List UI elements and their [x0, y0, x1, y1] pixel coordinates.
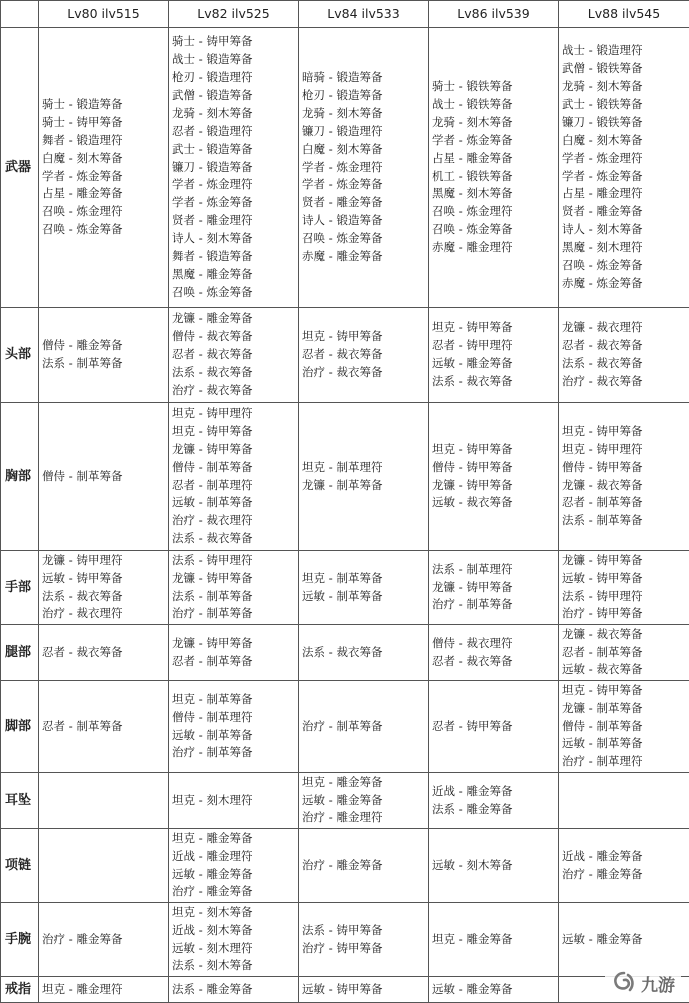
recipe-entry: 治疗 - 制革筹备 [432, 596, 555, 614]
recipe-entry: 治疗 - 制革筹备 [172, 605, 295, 623]
table-cell-lv80 [39, 681, 169, 773]
recipe-entry: 枪刃 - 锻造筹备 [302, 87, 425, 105]
header-row [1, 1, 689, 28]
row-label: 腿部 [1, 625, 39, 681]
recipe-entry: 学者 - 炼金筹备 [432, 132, 555, 150]
recipe-entry: 占星 - 雕金筹备 [42, 185, 165, 203]
recipe-entry: 远敏 - 铸甲筹备 [302, 981, 425, 999]
recipe-entry: 忍者 - 裁衣筹备 [302, 346, 425, 364]
table-cell-lv80 [39, 308, 169, 403]
recipe-entry: 坦克 - 铸甲筹备 [432, 441, 555, 459]
recipe-entry: 召唤 - 炼金筹备 [42, 221, 165, 239]
recipe-entry: 龙镰 - 雕金筹备 [172, 310, 295, 328]
table-cell-lv86 [429, 551, 559, 625]
table-cell-lv82 [169, 625, 299, 681]
recipe-entry: 召唤 - 炼金理符 [42, 203, 165, 221]
recipe-entry: 学者 - 炼金筹备 [42, 168, 165, 186]
recipe-entry: 武僧 - 锻铁筹备 [562, 60, 686, 78]
recipe-entry: 僧侍 - 制革筹备 [562, 718, 686, 736]
recipe-entry: 学者 - 炼金理符 [172, 176, 295, 194]
recipe-entry: 舞者 - 锻造理符 [42, 132, 165, 150]
table-cell-lv88 [559, 903, 689, 977]
table-cell-lv82 [169, 681, 299, 773]
table-cell-lv80 [39, 28, 169, 308]
recipe-entry: 忍者 - 制革筹备 [562, 494, 686, 512]
table-cell-lv86 [429, 829, 559, 903]
table-row [1, 829, 689, 903]
recipe-entry: 白魔 - 刻木筹备 [302, 141, 425, 159]
recipe-entry: 学者 - 炼金筹备 [172, 194, 295, 212]
table-cell-lv88 [559, 551, 689, 625]
table-cell-lv80 [39, 829, 169, 903]
recipe-entry: 学者 - 炼金筹备 [302, 176, 425, 194]
column-header-lv80: Lv80 ilv515 [39, 1, 169, 28]
table-cell-lv82 [169, 551, 299, 625]
recipe-entry: 坦克 - 铸甲筹备 [562, 423, 686, 441]
recipe-entry: 治疗 - 铸甲筹备 [562, 605, 686, 623]
table-cell-lv84 [299, 551, 429, 625]
recipe-entry: 法系 - 雕金筹备 [172, 981, 295, 999]
table-cell-lv88 [559, 681, 689, 773]
column-header-lv88: Lv88 ilv545 [559, 1, 689, 28]
recipe-entry: 近战 - 雕金理符 [172, 848, 295, 866]
recipe-entry: 远敏 - 铸甲筹备 [562, 570, 686, 588]
table-cell-lv86 [429, 625, 559, 681]
recipe-entry: 龙镰 - 裁衣理符 [562, 319, 686, 337]
recipe-entry: 黑魔 - 刻木筹备 [432, 185, 555, 203]
recipe-entry: 忍者 - 裁衣筹备 [42, 644, 165, 662]
recipe-entry: 坦克 - 铸甲理符 [562, 441, 686, 459]
recipe-entry: 近战 - 雕金筹备 [432, 783, 555, 801]
recipe-entry: 诗人 - 刻木筹备 [172, 230, 295, 248]
recipe-entry: 法系 - 裁衣筹备 [172, 364, 295, 382]
recipe-entry: 法系 - 铸甲理符 [562, 588, 686, 606]
table-cell-lv82 [169, 308, 299, 403]
row-label: 项链 [1, 829, 39, 903]
recipe-entry: 忍者 - 制革理符 [172, 477, 295, 495]
recipe-entry: 龙镰 - 铸甲理符 [42, 552, 165, 570]
swirl-logo-icon [611, 970, 637, 996]
recipe-entry: 治疗 - 铸甲筹备 [302, 940, 425, 958]
table-cell-lv80 [39, 903, 169, 977]
table-cell-lv82 [169, 829, 299, 903]
table-cell-lv84 [299, 403, 429, 551]
recipe-entry: 远敏 - 制革筹备 [172, 727, 295, 745]
column-header-lv84: Lv84 ilv533 [299, 1, 429, 28]
recipe-entry: 学者 - 炼金理符 [302, 159, 425, 177]
recipe-entry: 龙骑 - 刻木筹备 [302, 105, 425, 123]
table-cell-lv88 [559, 829, 689, 903]
table-row [1, 773, 689, 829]
recipe-entry: 战士 - 锻铁筹备 [432, 96, 555, 114]
recipe-entry: 占星 - 雕金筹备 [432, 150, 555, 168]
recipe-entry: 镰刀 - 锻铁筹备 [562, 114, 686, 132]
recipe-entry: 法系 - 制革筹备 [172, 588, 295, 606]
table-cell-lv88 [559, 308, 689, 403]
table-cell-lv84 [299, 977, 429, 1003]
column-header-lv82: Lv82 ilv525 [169, 1, 299, 28]
table-cell-lv86 [429, 977, 559, 1003]
table-row [1, 681, 689, 773]
recipe-entry: 诗人 - 刻木筹备 [562, 221, 686, 239]
recipe-entry: 贤者 - 雕金理符 [172, 212, 295, 230]
recipe-entry: 武士 - 锻造筹备 [172, 141, 295, 159]
recipe-entry: 龙镰 - 铸甲筹备 [562, 552, 686, 570]
recipe-entry: 近战 - 雕金筹备 [562, 848, 686, 866]
table-cell-lv80 [39, 977, 169, 1003]
recipe-entry: 治疗 - 雕金筹备 [42, 931, 165, 949]
recipe-entry: 法系 - 裁衣筹备 [432, 373, 555, 391]
recipe-entry: 龙镰 - 铸甲筹备 [172, 635, 295, 653]
row-label: 脚部 [1, 681, 39, 773]
table-cell-lv88 [559, 28, 689, 308]
recipe-entry: 龙骑 - 刻木筹备 [172, 105, 295, 123]
table-cell-lv80 [39, 403, 169, 551]
recipe-entry: 赤魔 - 雕金筹备 [302, 248, 425, 266]
table-cell-lv82 [169, 28, 299, 308]
table-cell-lv88 [559, 403, 689, 551]
row-label: 胸部 [1, 403, 39, 551]
row-label: 手部 [1, 551, 39, 625]
recipe-entry: 白魔 - 刻木筹备 [42, 150, 165, 168]
recipe-entry: 机工 - 锻铁筹备 [432, 168, 555, 186]
recipe-entry: 远敏 - 制革筹备 [172, 494, 295, 512]
recipe-entry: 镰刀 - 锻造筹备 [172, 159, 295, 177]
table-row [1, 977, 689, 1003]
table-cell-lv84 [299, 681, 429, 773]
recipe-entry: 治疗 - 制革筹备 [172, 744, 295, 762]
recipe-entry: 坦克 - 铸甲筹备 [562, 682, 686, 700]
recipe-entry: 法系 - 铸甲筹备 [302, 922, 425, 940]
table-row [1, 28, 689, 308]
recipe-entry: 镰刀 - 锻造理符 [302, 123, 425, 141]
table-cell-lv80 [39, 625, 169, 681]
recipe-entry: 黑魔 - 刻木理符 [562, 239, 686, 257]
table-cell-lv80 [39, 551, 169, 625]
recipe-entry: 法系 - 裁衣筹备 [302, 644, 425, 662]
recipe-entry: 远敏 - 裁衣筹备 [562, 661, 686, 679]
recipe-entry: 诗人 - 锻造筹备 [302, 212, 425, 230]
recipe-entry: 远敏 - 雕金筹备 [432, 355, 555, 373]
table-cell-lv84 [299, 773, 429, 829]
column-header-lv86: Lv86 ilv539 [429, 1, 559, 28]
recipe-entry: 治疗 - 雕金筹备 [172, 883, 295, 901]
recipe-entry: 治疗 - 裁衣筹备 [172, 382, 295, 400]
table-cell-lv80 [39, 773, 169, 829]
recipe-entry: 赤魔 - 炼金筹备 [562, 275, 686, 293]
recipe-entry: 龙镰 - 铸甲筹备 [172, 441, 295, 459]
recipe-entry: 龙镰 - 制革筹备 [302, 477, 425, 495]
recipe-entry: 召唤 - 炼金筹备 [302, 230, 425, 248]
recipe-entry: 坦克 - 雕金筹备 [302, 774, 425, 792]
table-row [1, 403, 689, 551]
recipe-entry: 远敏 - 雕金筹备 [562, 931, 686, 949]
recipe-entry: 舞者 - 锻造筹备 [172, 248, 295, 266]
recipe-entry: 忍者 - 制革筹备 [562, 644, 686, 662]
recipe-entry: 远敏 - 制革筹备 [562, 735, 686, 753]
table-row [1, 903, 689, 977]
recipe-entry: 法系 - 制革理符 [432, 561, 555, 579]
recipe-entry: 白魔 - 刻木筹备 [562, 132, 686, 150]
table-cell-lv84 [299, 625, 429, 681]
recipe-entry: 召唤 - 炼金筹备 [432, 221, 555, 239]
recipe-entry: 远敏 - 裁衣筹备 [432, 494, 555, 512]
recipe-entry: 法系 - 裁衣筹备 [562, 355, 686, 373]
recipe-entry: 治疗 - 雕金筹备 [562, 866, 686, 884]
row-label: 武器 [1, 28, 39, 308]
table-cell-lv84 [299, 829, 429, 903]
recipe-entry: 忍者 - 铸甲筹备 [432, 718, 555, 736]
recipe-entry: 远敏 - 刻木筹备 [432, 857, 555, 875]
table-cell-lv86 [429, 681, 559, 773]
recipe-entry: 战士 - 锻造理符 [562, 42, 686, 60]
recipe-entry: 忍者 - 制革筹备 [42, 718, 165, 736]
recipe-entry: 暗骑 - 锻造筹备 [302, 69, 425, 87]
recipe-entry: 坦克 - 铸甲筹备 [432, 319, 555, 337]
recipe-entry: 战士 - 锻造筹备 [172, 51, 295, 69]
recipe-entry: 龙镰 - 铸甲筹备 [432, 579, 555, 597]
table-row [1, 625, 689, 681]
table-cell-lv86 [429, 903, 559, 977]
table-cell-lv84 [299, 903, 429, 977]
row-label: 耳坠 [1, 773, 39, 829]
recipe-entry: 忍者 - 制革筹备 [172, 653, 295, 671]
recipe-entry: 武僧 - 锻造筹备 [172, 87, 295, 105]
table-cell-lv86 [429, 308, 559, 403]
recipe-entry: 召唤 - 炼金筹备 [172, 284, 295, 302]
recipe-entry: 忍者 - 裁衣筹备 [562, 337, 686, 355]
recipe-entry: 龙镰 - 制革筹备 [562, 700, 686, 718]
recipe-entry: 忍者 - 锻造理符 [172, 123, 295, 141]
recipe-entry: 远敏 - 雕金筹备 [172, 866, 295, 884]
recipe-entry: 龙骑 - 刻木筹备 [432, 114, 555, 132]
row-label: 手腕 [1, 903, 39, 977]
recipe-entry: 坦克 - 制革筹备 [172, 691, 295, 709]
recipe-entry: 治疗 - 雕金理符 [302, 809, 425, 827]
recipe-entry: 远敏 - 铸甲筹备 [42, 570, 165, 588]
table-cell-lv84 [299, 308, 429, 403]
recipe-entry: 远敏 - 雕金筹备 [302, 792, 425, 810]
recipe-entry: 法系 - 制革筹备 [562, 512, 686, 530]
recipe-entry: 忍者 - 裁衣筹备 [432, 653, 555, 671]
table-cell-lv88 [559, 625, 689, 681]
recipe-entry: 法系 - 制革筹备 [42, 355, 165, 373]
recipe-entry: 僧侍 - 制革理符 [172, 709, 295, 727]
recipe-entry: 坦克 - 制革理符 [302, 459, 425, 477]
recipe-entry: 龙镰 - 裁衣筹备 [562, 626, 686, 644]
table-cell-lv82 [169, 773, 299, 829]
recipe-entry: 远敏 - 刻木理符 [172, 940, 295, 958]
table-cell-lv82 [169, 903, 299, 977]
recipe-entry: 学者 - 炼金理符 [562, 150, 686, 168]
recipe-entry: 坦克 - 铸甲筹备 [302, 328, 425, 346]
recipe-entry: 召唤 - 炼金理符 [432, 203, 555, 221]
table-row [1, 308, 689, 403]
recipe-entry: 贤者 - 雕金筹备 [562, 203, 686, 221]
table-cell-lv86 [429, 773, 559, 829]
recipe-entry: 治疗 - 裁衣理符 [172, 512, 295, 530]
recipe-entry: 远敏 - 雕金筹备 [432, 981, 555, 999]
table-cell-lv88 [559, 773, 689, 829]
recipe-entry: 坦克 - 刻木筹备 [172, 904, 295, 922]
recipe-entry: 忍者 - 裁衣筹备 [172, 346, 295, 364]
recipe-entry: 治疗 - 雕金筹备 [302, 857, 425, 875]
table-row [1, 551, 689, 625]
recipe-entry: 占星 - 雕金理符 [562, 185, 686, 203]
recipe-entry: 武士 - 锻铁筹备 [562, 96, 686, 114]
recipe-entry: 贤者 - 雕金筹备 [302, 194, 425, 212]
recipe-entry: 龙镰 - 裁衣筹备 [562, 477, 686, 495]
table-cell-lv84 [299, 28, 429, 308]
recipe-entry: 坦克 - 铸甲理符 [172, 405, 295, 423]
recipe-entry: 骑士 - 锻铁筹备 [432, 78, 555, 96]
recipe-entry: 僧侍 - 制革筹备 [42, 468, 165, 486]
recipe-entry: 治疗 - 裁衣理符 [42, 605, 165, 623]
recipe-entry: 治疗 - 制革筹备 [302, 718, 425, 736]
recipe-entry: 黑魔 - 雕金筹备 [172, 266, 295, 284]
recipe-entry: 法系 - 铸甲理符 [172, 552, 295, 570]
recipe-entry: 龙镰 - 铸甲筹备 [172, 570, 295, 588]
recipe-entry: 远敏 - 制革筹备 [302, 588, 425, 606]
table-cell-lv82 [169, 403, 299, 551]
recipe-entry: 僧侍 - 铸甲筹备 [432, 459, 555, 477]
recipe-entry: 僧侍 - 裁衣理符 [432, 635, 555, 653]
site-watermark [605, 968, 681, 998]
recipe-entry: 坦克 - 雕金筹备 [432, 931, 555, 949]
recipe-entry: 龙骑 - 刻木筹备 [562, 78, 686, 96]
recipe-entry: 骑士 - 铸甲筹备 [172, 33, 295, 51]
recipe-entry: 僧侍 - 雕金筹备 [42, 337, 165, 355]
recipe-entry: 骑士 - 锻造筹备 [42, 96, 165, 114]
recipe-entry: 坦克 - 铸甲筹备 [172, 423, 295, 441]
recipe-entry: 法系 - 裁衣筹备 [42, 588, 165, 606]
recipe-entry: 枪刃 - 锻造理符 [172, 69, 295, 87]
recipe-entry: 治疗 - 制革理符 [562, 753, 686, 771]
recipe-entry: 僧侍 - 制革筹备 [172, 459, 295, 477]
recipe-entry: 法系 - 雕金筹备 [432, 801, 555, 819]
recipe-entry: 坦克 - 制革筹备 [302, 570, 425, 588]
table-cell-lv82 [169, 977, 299, 1003]
recipe-entry: 坦克 - 雕金理符 [42, 981, 165, 999]
watermark-text: 九游 [641, 971, 675, 996]
recipe-entry: 僧侍 - 裁衣筹备 [172, 328, 295, 346]
row-label: 头部 [1, 308, 39, 403]
corner-header [1, 1, 39, 28]
recipe-entry: 骑士 - 铸甲筹备 [42, 114, 165, 132]
recipe-entry: 学者 - 炼金筹备 [562, 168, 686, 186]
table-cell-lv86 [429, 403, 559, 551]
recipe-entry: 治疗 - 裁衣筹备 [562, 373, 686, 391]
recipe-entry: 治疗 - 裁衣筹备 [302, 364, 425, 382]
recipe-entry: 忍者 - 铸甲理符 [432, 337, 555, 355]
recipe-entry: 坦克 - 雕金筹备 [172, 830, 295, 848]
row-label: 戒指 [1, 977, 39, 1003]
recipe-entry: 法系 - 裁衣筹备 [172, 530, 295, 548]
table-cell-lv86 [429, 28, 559, 308]
recipe-entry: 召唤 - 炼金筹备 [562, 257, 686, 275]
recipe-entry: 龙镰 - 铸甲筹备 [432, 477, 555, 495]
recipe-entry: 坦克 - 刻木理符 [172, 792, 295, 810]
recipe-entry: 僧侍 - 铸甲筹备 [562, 459, 686, 477]
recipe-entry: 近战 - 刻木筹备 [172, 922, 295, 940]
recipe-entry: 赤魔 - 雕金理符 [432, 239, 555, 257]
recipe-entry: 法系 - 刻木筹备 [172, 957, 295, 975]
